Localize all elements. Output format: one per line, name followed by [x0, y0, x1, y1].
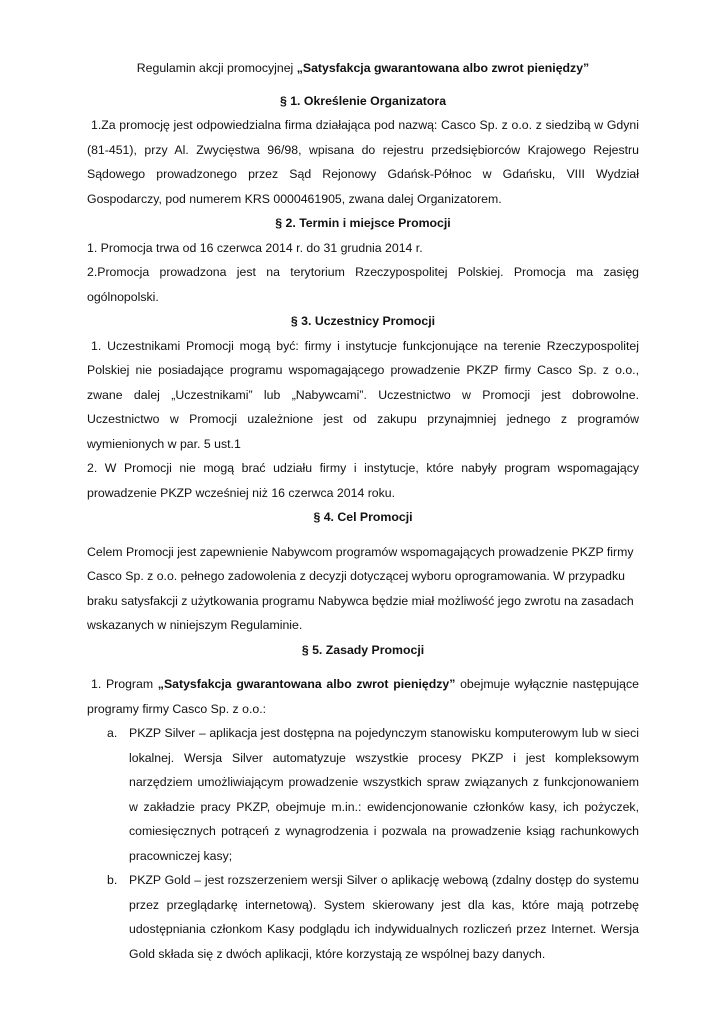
section-5-list-item-a: [87, 721, 639, 868]
section-4-body: [87, 540, 639, 638]
list-marker-b: b.: [107, 873, 118, 887]
list-item-a-text: PKZP Silver – aplikacja jest dostępna na pojedynczym stanowisku komputerowym lub w sieci lokalnej. Wersja Silver automatyzuje wszystkie procesy PKZP i jest kompleksowym narzędziem umożliwiającym prowadzenie wszystkich spraw związanych z funkcjonowaniem w zakładzie pracy PKZP, obejmuje m.in.: ewidencjonowanie członków kasy, ich pożyczek, comiesięcznych potrąceń z wynagrodzenia i pozwala na prowadzenie ksiąg rachunkowych pracowniczej kasy;: [129, 726, 639, 863]
section-4-line-2: Casco Sp. z o.o. pełnego zadowolenia z decyzji dotyczącej wyboru oprogramowania. W przypadku: [87, 569, 625, 583]
document-title: [87, 56, 639, 81]
section-2-heading: § 2. Termin i miejsce Promocji: [275, 216, 451, 230]
section-1-paragraph-1: 1.Za promocję jest odpowiedzialna firma działająca pod nazwą: Casco Sp. z o.o. z siedzibą w Gdyni (81-451), przy Al. Zwycięstwa 96/98, wpisana do rejestru przedsiębiorców Krajowego Rejestru Sądowego prowadzonego przez Sąd Rejonowy Gdańsk-Północ w Gdańsku, VIII Wydział Gospodarczy, pod numerem KRS 0000461905, zwana dalej Organizatorem.: [87, 118, 639, 206]
section-4-line-3: braku satysfakcji z użytkowania programu Nabywca będzie miał możliwość jego zwrotu na zasadach: [87, 593, 634, 608]
section-5-paragraph-1-suffix: obejmuje wyłącznie następujące programy firmy Casco Sp. z o.o.:: [87, 677, 639, 716]
section-2-paragraph-2: 2.Promocja prowadzona jest na terytorium Rzeczypospolitej Polskiej. Promocja ma zasięg ogólnopolski.: [87, 265, 639, 304]
section-4-line-4: wskazanych w niniejszym Regulaminie.: [87, 618, 303, 632]
section-3-paragraph-1: 1. Uczestnikami Promocji mogą być: firmy i instytucje funkcjonujące na terenie Rzeczypospolitej Polskiej nie posiadające programu wspomagającego prowadzenie PKZP firmy Casco Sp. z o.o., zwane dalej „Uczestnikami” lub „Nabywcami”. Uczestnictwo w Promocji jest dobrowolne. Uczestnictwo w Promocji uzależnione jest od zakupu przynajmniej jednego z programów wymienionych w par. 5 ust.1: [87, 338, 639, 451]
section-3-heading: § 3. Uczestnicy Promocji: [290, 314, 436, 328]
section-5-paragraph-1-bold: „Satysfakcja gwarantowana albo zwrot pieniędzy”: [157, 677, 456, 691]
document-title-bold: „Satysfakcja gwarantowana albo zwrot pieniędzy”: [296, 61, 590, 75]
document-content: [87, 56, 639, 966]
section-1-heading: § 1. Określenie Organizatora: [279, 93, 447, 108]
section-5-paragraph-1: [87, 672, 639, 721]
section-4-line-1: Celem Promocji jest zapewnienie Nabywcom programów wspomagających prowadzenie PKZP firmy: [87, 544, 634, 559]
section-3-paragraph-2: 2. W Promocji nie mogą brać udziału firmy i instytucje, które nabyły program wspomagający prowadzenie PKZP wcześniej niż 16 czerwca 2014 roku.: [87, 461, 639, 500]
section-5-heading: § 5. Zasady Promocji: [301, 642, 425, 657]
list-marker-a: a.: [107, 726, 118, 740]
section-4-heading: § 4. Cel Promocji: [313, 510, 413, 524]
section-5-list-item-b: [87, 868, 639, 966]
section-2-paragraph-1: 1. Promocja trwa od 16 czerwca 2014 r. do 31 grudnia 2014 r.: [87, 240, 423, 255]
section-5-paragraph-1-prefix: 1. Program: [91, 677, 158, 691]
document-title-prefix: Regulamin akcji promocyjnej: [136, 61, 297, 75]
list-item-b-text: PKZP Gold – jest rozszerzeniem wersji Silver o aplikację webową (zdalny dostęp do systemu przez przeglądarkę internetową). System skierowany jest dla kas, które mają potrzebę udostępniania członkom Kasy podglądu ich indywidualnych rozliczeń przez Internet. Wersja Gold składa się z dwóch aplikacji, które korzystają ze wspólnej bazy danych.: [129, 873, 639, 961]
